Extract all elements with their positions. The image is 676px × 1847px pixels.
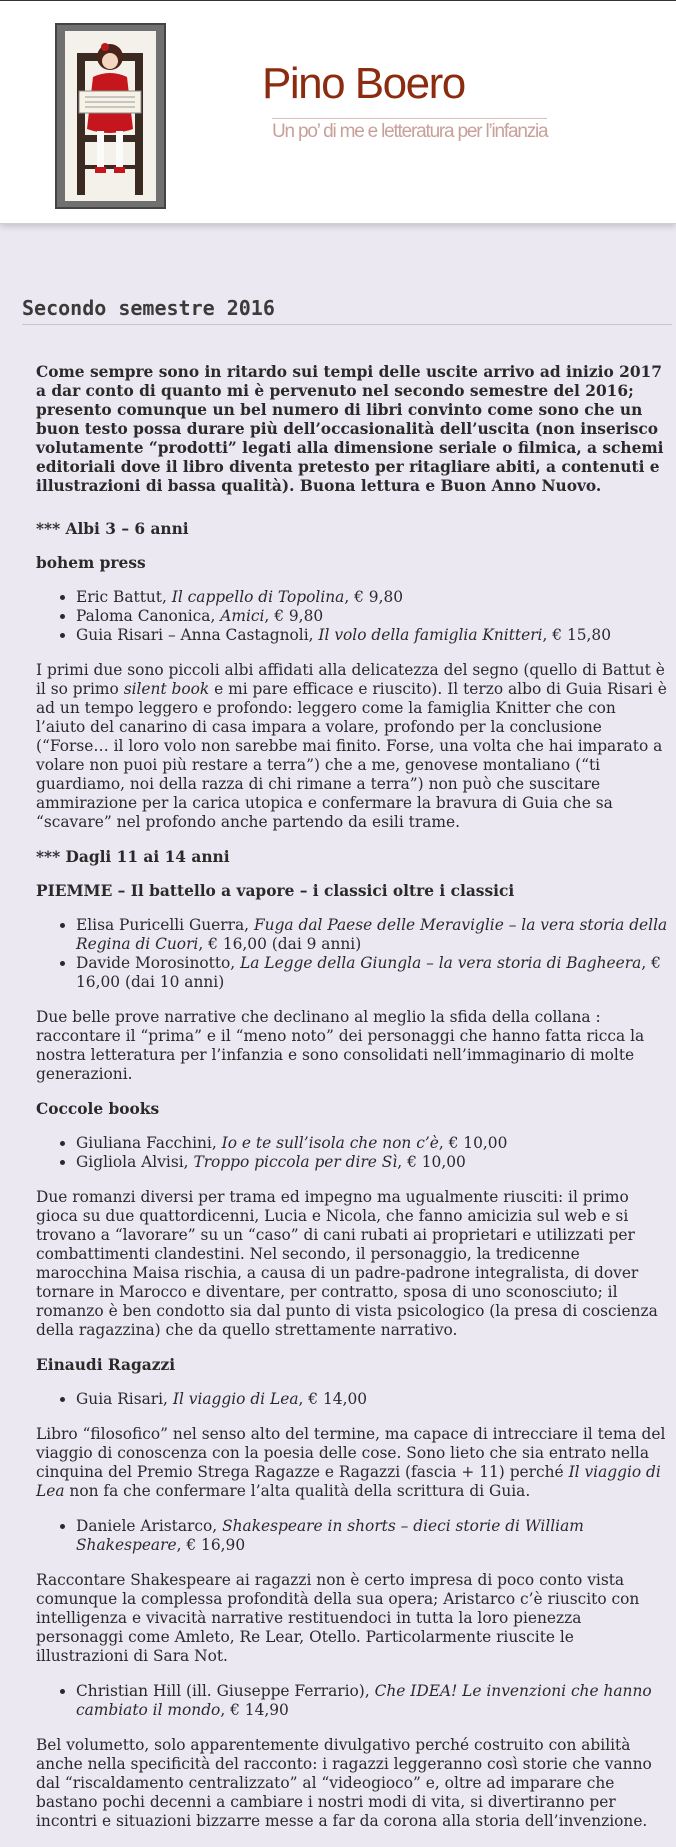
section-heading-albi: *** Albi 3 – 6 anni [36,520,189,538]
review-paragraph: Raccontare Shakespeare ai ragazzi non è certo impresa di poco conto vista comunque la complessa profondità della sua opera; Aristarco c’è riuscito con intelligenza e vivacità narrative restituendoci in tutta la loro pienezza personaggi come Amleto, Re Lear, Otello. Particolarmente riuscite le illustrazioni di Sara Not. [36,1571,640,1665]
list-item: • Gigliola Alvisi, Troppo piccola per dire Sì, € 10,00 [76,1153,668,1172]
book-list-einaudi-1 [36,1390,668,1409]
book-title: Troppo piccola per dire Sì [193,1153,398,1171]
site-header [0,0,676,224]
main-content [0,224,676,1847]
girl-reading-illustration-icon [57,25,164,207]
book-list-coccole [36,1134,668,1172]
book-title: Il cappello di Topolina [171,588,345,606]
section-heading-11-14: *** Dagli 11 ai 14 anni [36,848,230,866]
list-item: • Elisa Puricelli Guerra, Fuga dal Paese delle Meraviglie – la vera storia della Regina di Cuori, € 16,00 (dai 9 anni) [76,916,668,954]
book-title: Amici [220,607,265,625]
list-item: • Paloma Canonica, Amici, € 9,80 [76,607,668,626]
publisher-heading-piemme: PIEMME – Il battello a vapore – i classici oltre i classici [36,882,515,900]
book-title: Io e te sull’isola che non c’è [221,1134,439,1152]
book-title: Che IDEA! Le invenzioni che hanno cambiato il mondo [76,1682,652,1719]
list-item: • Guia Risari, Il viaggio di Lea, € 14,00 [76,1390,668,1409]
book-title: Fuga dal Paese delle Meraviglie – la vera storia della Regina di Cuori [76,916,668,953]
publisher-heading-bohem: bohem press [36,554,146,572]
list-item: • Davide Morosinotto, La Legge della Giungla – la vera storia di Bagheera, € 16,00 (dai 10 anni) [76,954,668,992]
review-paragraph: Bel volumetto, solo apparentemente divulgativo perché costruito con abilità anche nella specificità del racconto: i ragazzi leggeranno così storie che vanno dal “riscaldamento centralizzato” al “videogioco” e, oltre ad imparare che bastano pochi decenni a cambiare i nostri modi di vita, si divertiranno per incontri e situazioni bizzarre messe a far da corona alla storia dell’invenzione. [36,1736,652,1830]
review-paragraph: Due romanzi diversi per trama ed impegno ma ugualmente riusciti: il primo gioca su due quattordicenni, Lucia e Nicola, che fanno amicizia sul web e si trovano a “lavorare” su un “caso” di cani rubati ai proprietari e utilizzati per combattimenti clandestini. Nel secondo, il personaggio, la tredicenne marocchina Maisa rischia, a causa di un padre-padrone integralista, di dover tornare in Marocco e diventare, per contratto, sposa di uno sconosciuto; il romanzo è ben condotto sia dal punto di vista psicologico (la presa di coscienza della ragazzina) che da quello strettamente narrativo. [36,1188,658,1339]
list-item: • Christian Hill (ill. Giuseppe Ferrario), Che IDEA! Le invenzioni che hanno cambiato il mondo, € 14,90 [76,1682,668,1720]
site-title[interactable]: Pino Boero [262,59,465,108]
review-paragraph: Libro “filosofico” nel senso alto del termine, ma capace di intrecciare il tema del viaggio di conoscenza con la poesia delle cose. Sono lieto che sia entrato nella cinquina del Premio Strega Ragazze e Ragazzi (fascia + 11) perché Il viaggio di Lea non fa che confermare l’alta qualità della scrittura di Guia. [36,1425,666,1500]
post-body [36,363,668,1831]
review-paragraph: Due belle prove narrative che declinano al meglio la sfida della collana : raccontare il “prima” e il “meno noto” dei personaggi che hanno fatta ricca la nostra letteratura per l’infanzia e sono consolidati nell’immaginario di molte generazioni. [36,1008,645,1083]
publisher-heading-coccole: Coccole books [36,1100,160,1118]
site-tagline: Un po’ di me e letteratura per l’infanzia [272,118,547,143]
book-title: La Legge della Giungla – la vera storia di Bagheera [240,954,642,972]
list-item: • Guia Risari – Anna Castagnoli, Il volo della famiglia Knitteri, € 15,80 [76,626,668,645]
list-item: • Eric Battut, Il cappello di Topolina, € 9,80 [76,588,668,607]
book-list-einaudi-3 [36,1682,668,1720]
book-title: Il volo della famiglia Knitteri [318,626,543,644]
book-title: Il viaggio di Lea [172,1390,299,1408]
book-list-einaudi-2 [36,1517,668,1555]
post-title[interactable]: Secondo semestre 2016 [22,296,672,325]
list-item: • Daniele Aristarco, Shakespeare in shorts – dieci storie di William Shakespeare, € 16,90 [76,1517,668,1555]
list-item: • Giuliana Facchini, Io e te sull’isola che non c’è, € 10,00 [76,1134,668,1153]
post-intro: Come sempre sono in ritardo sui tempi delle uscite arrivo ad inizio 2017 a dar conto di quanto mi è pervenuto nel secondo semestre del 2016; presento comunque un bel numero di libri convinto come sono che un buon testo possa durare più dell’occasionalità dell’uscita (non inserisco volutamente “prodotti” legati alla dimensione seriale o filmica, a schemi editoriali dove il libro diventa pretesto per ritagliare abiti, a contenuti e illustrazioni di bassa qualità). Buona lettura e Buon Anno Nuovo. [36,363,664,495]
review-paragraph: I primi due sono piccoli albi affidati alla delicatezza del segno (quello di Battut è il so primo silent book e mi pare efficace e riuscito). Il terzo albo di Guia Risari è ad un tempo leggero e profondo: leggero come la famiglia Knitter che con l’aiuto del canarino di casa impara a volare, profondo per la conclusione (“Forse… il loro volo non sarebbe mai finito. Forse, una volta che hai imparato a volare non puoi più restare a terra”) che a me, genovese montaliano (“ti guardiamo, noi della razza di chi rimane a terra”) non può che suscitare ammirazione per la carica utopica e confermare la bravura di Guia che sa “scavare” nel profondo anche partendo da esili trame. [36,661,667,831]
book-list-piemme [36,916,668,992]
site-logo[interactable] [55,23,166,209]
book-title: Shakespeare in shorts – dieci storie di William Shakespeare [76,1517,584,1554]
book-list-bohem [36,588,668,645]
publisher-heading-einaudi: Einaudi Ragazzi [36,1356,176,1374]
